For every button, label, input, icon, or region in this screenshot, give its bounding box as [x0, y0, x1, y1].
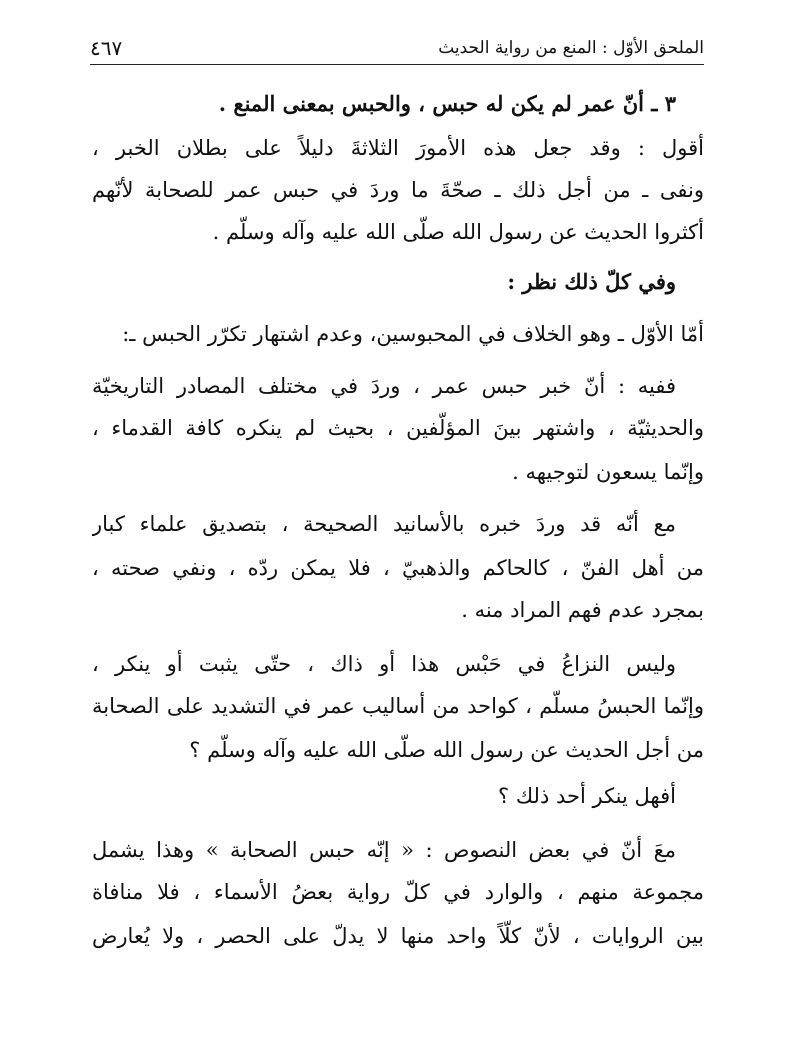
text-line: أفهل ينكر أحد ذلك ؟ [498, 784, 676, 808]
text-line: ففيه : أنّ خبر حبس عمر ، وردَ في مختلف المصادر التاريخيّة [92, 374, 676, 398]
text-line: معَ أنّ في بعض النصوص : « إنّه حبس الصحابة » وهذا يشمل [92, 838, 676, 862]
text-line: بين الروايات ، لأنّ كلّاً واحد منها لا يدلّ على الحصر ، ولا يُعارض [92, 924, 704, 948]
text-line: ٣ ـ أنّ عمر لم يكن له حبس ، والحبس بمعنى المنع . [218, 91, 676, 116]
text-line: أمّا الأوّل ـ وهو الخلاف في المحبوسين، وعدم اشتهار تكرّر الحبس ـ: [122, 322, 704, 346]
text-line: بمجرد عدم فهم المراد منه . [461, 598, 704, 622]
text-line: ونفى ـ من أجل ذلك ـ صحّةَ ما وردَ في حبس عمر للصحابة لأنّهم [92, 178, 704, 202]
text-line: مع أنّه قد وردَ خبره بالأسانيد الصحيحة ، بتصديق علماء كبار [92, 512, 676, 536]
page-number: ٤٦٧ [90, 36, 123, 60]
text-line: وإنّما يسعون لتوجيهه . [512, 460, 704, 484]
text-line: مجموعة منهم ، والوارد في كلّ رواية بعضُ الأسماء ، فلا منافاة [92, 880, 704, 904]
text-line: وفي كلّ ذلك نظر : [507, 269, 676, 294]
text-line: من أجل الحديث عن رسول الله صلّى الله عليه وآله وسلّم ؟ [189, 738, 704, 762]
header-title: الملحق الأوّل : المنع من رواية الحديث [438, 38, 704, 58]
running-header [90, 34, 704, 65]
text-line: أقول : وقد جعل هذه الأمورَ الثلاثةَ دليلاً على بطلان الخبر ، [92, 136, 704, 160]
text-line: وليس النزاعُ في حَبْس هذا أو ذاك ، حتّى يثبت أو ينكر ، [92, 652, 676, 676]
text-line: أكثروا الحديث عن رسول الله صلّى الله عليه وآله وسلّم . [212, 220, 704, 244]
text-line: من أهل الفنّ ، كالحاكم والذهبيّ ، فلا يمكن ردّه ، ونفي صحته ، [92, 556, 704, 580]
text-line: والحديثيّة ، واشتهر بينَ المؤلّفين ، بحيث لم ينكره كافة القدماء ، [92, 416, 704, 440]
text-line: وإنّما الحبسُ مسلّم ، كواحد من أساليب عمر في التشديد على الصحابة [92, 694, 704, 718]
